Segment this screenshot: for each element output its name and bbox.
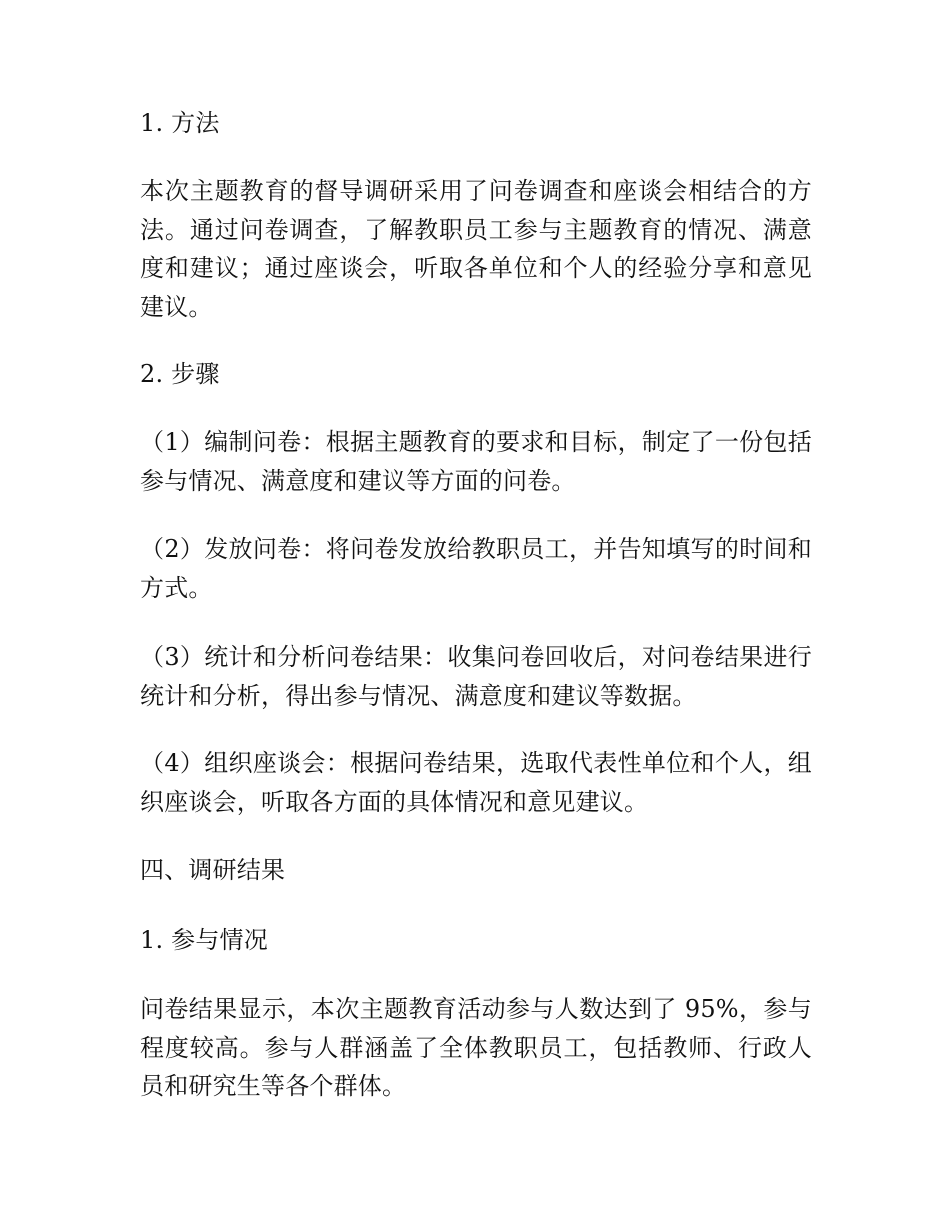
section-heading-steps: 2. 步骤 (140, 360, 220, 388)
chapter-heading-results: 四、调研结果 (140, 856, 286, 884)
step-1-paragraph: （1）编制问卷：根据主题教育的要求和目标，制定了一份包括参与情况、满意度和建议等方面的问卷。 (140, 428, 812, 495)
section-heading-participation: 1. 参与情况 (140, 926, 268, 954)
step-4-paragraph: （4）组织座谈会：根据问卷结果，选取代表性单位和个人，组织座谈会，听取各方面的具体情况和意见建议。 (140, 749, 812, 816)
participation-paragraph: 问卷结果显示，本次主题教育活动参与人数达到了 95%，参与程度较高。参与人群涵盖了全体教职员工，包括教师、行政人员和研究生等各个群体。 (140, 995, 812, 1100)
method-paragraph: 本次主题教育的督导调研采用了问卷调查和座谈会相结合的方法。通过问卷调查，了解教职员工参与主题教育的情况、满意度和建议；通过座谈会，听取各单位和个人的经验分享和意见建议。 (140, 177, 812, 321)
step-3-paragraph: （3）统计和分析问卷结果：收集问卷回收后，对问卷结果进行统计和分析，得出参与情况、满意度和建议等数据。 (140, 643, 812, 710)
step-2-paragraph: （2）发放问卷：将问卷发放给教职员工，并告知填写的时间和方式。 (140, 535, 812, 602)
section-heading-method: 1. 方法 (140, 109, 220, 137)
